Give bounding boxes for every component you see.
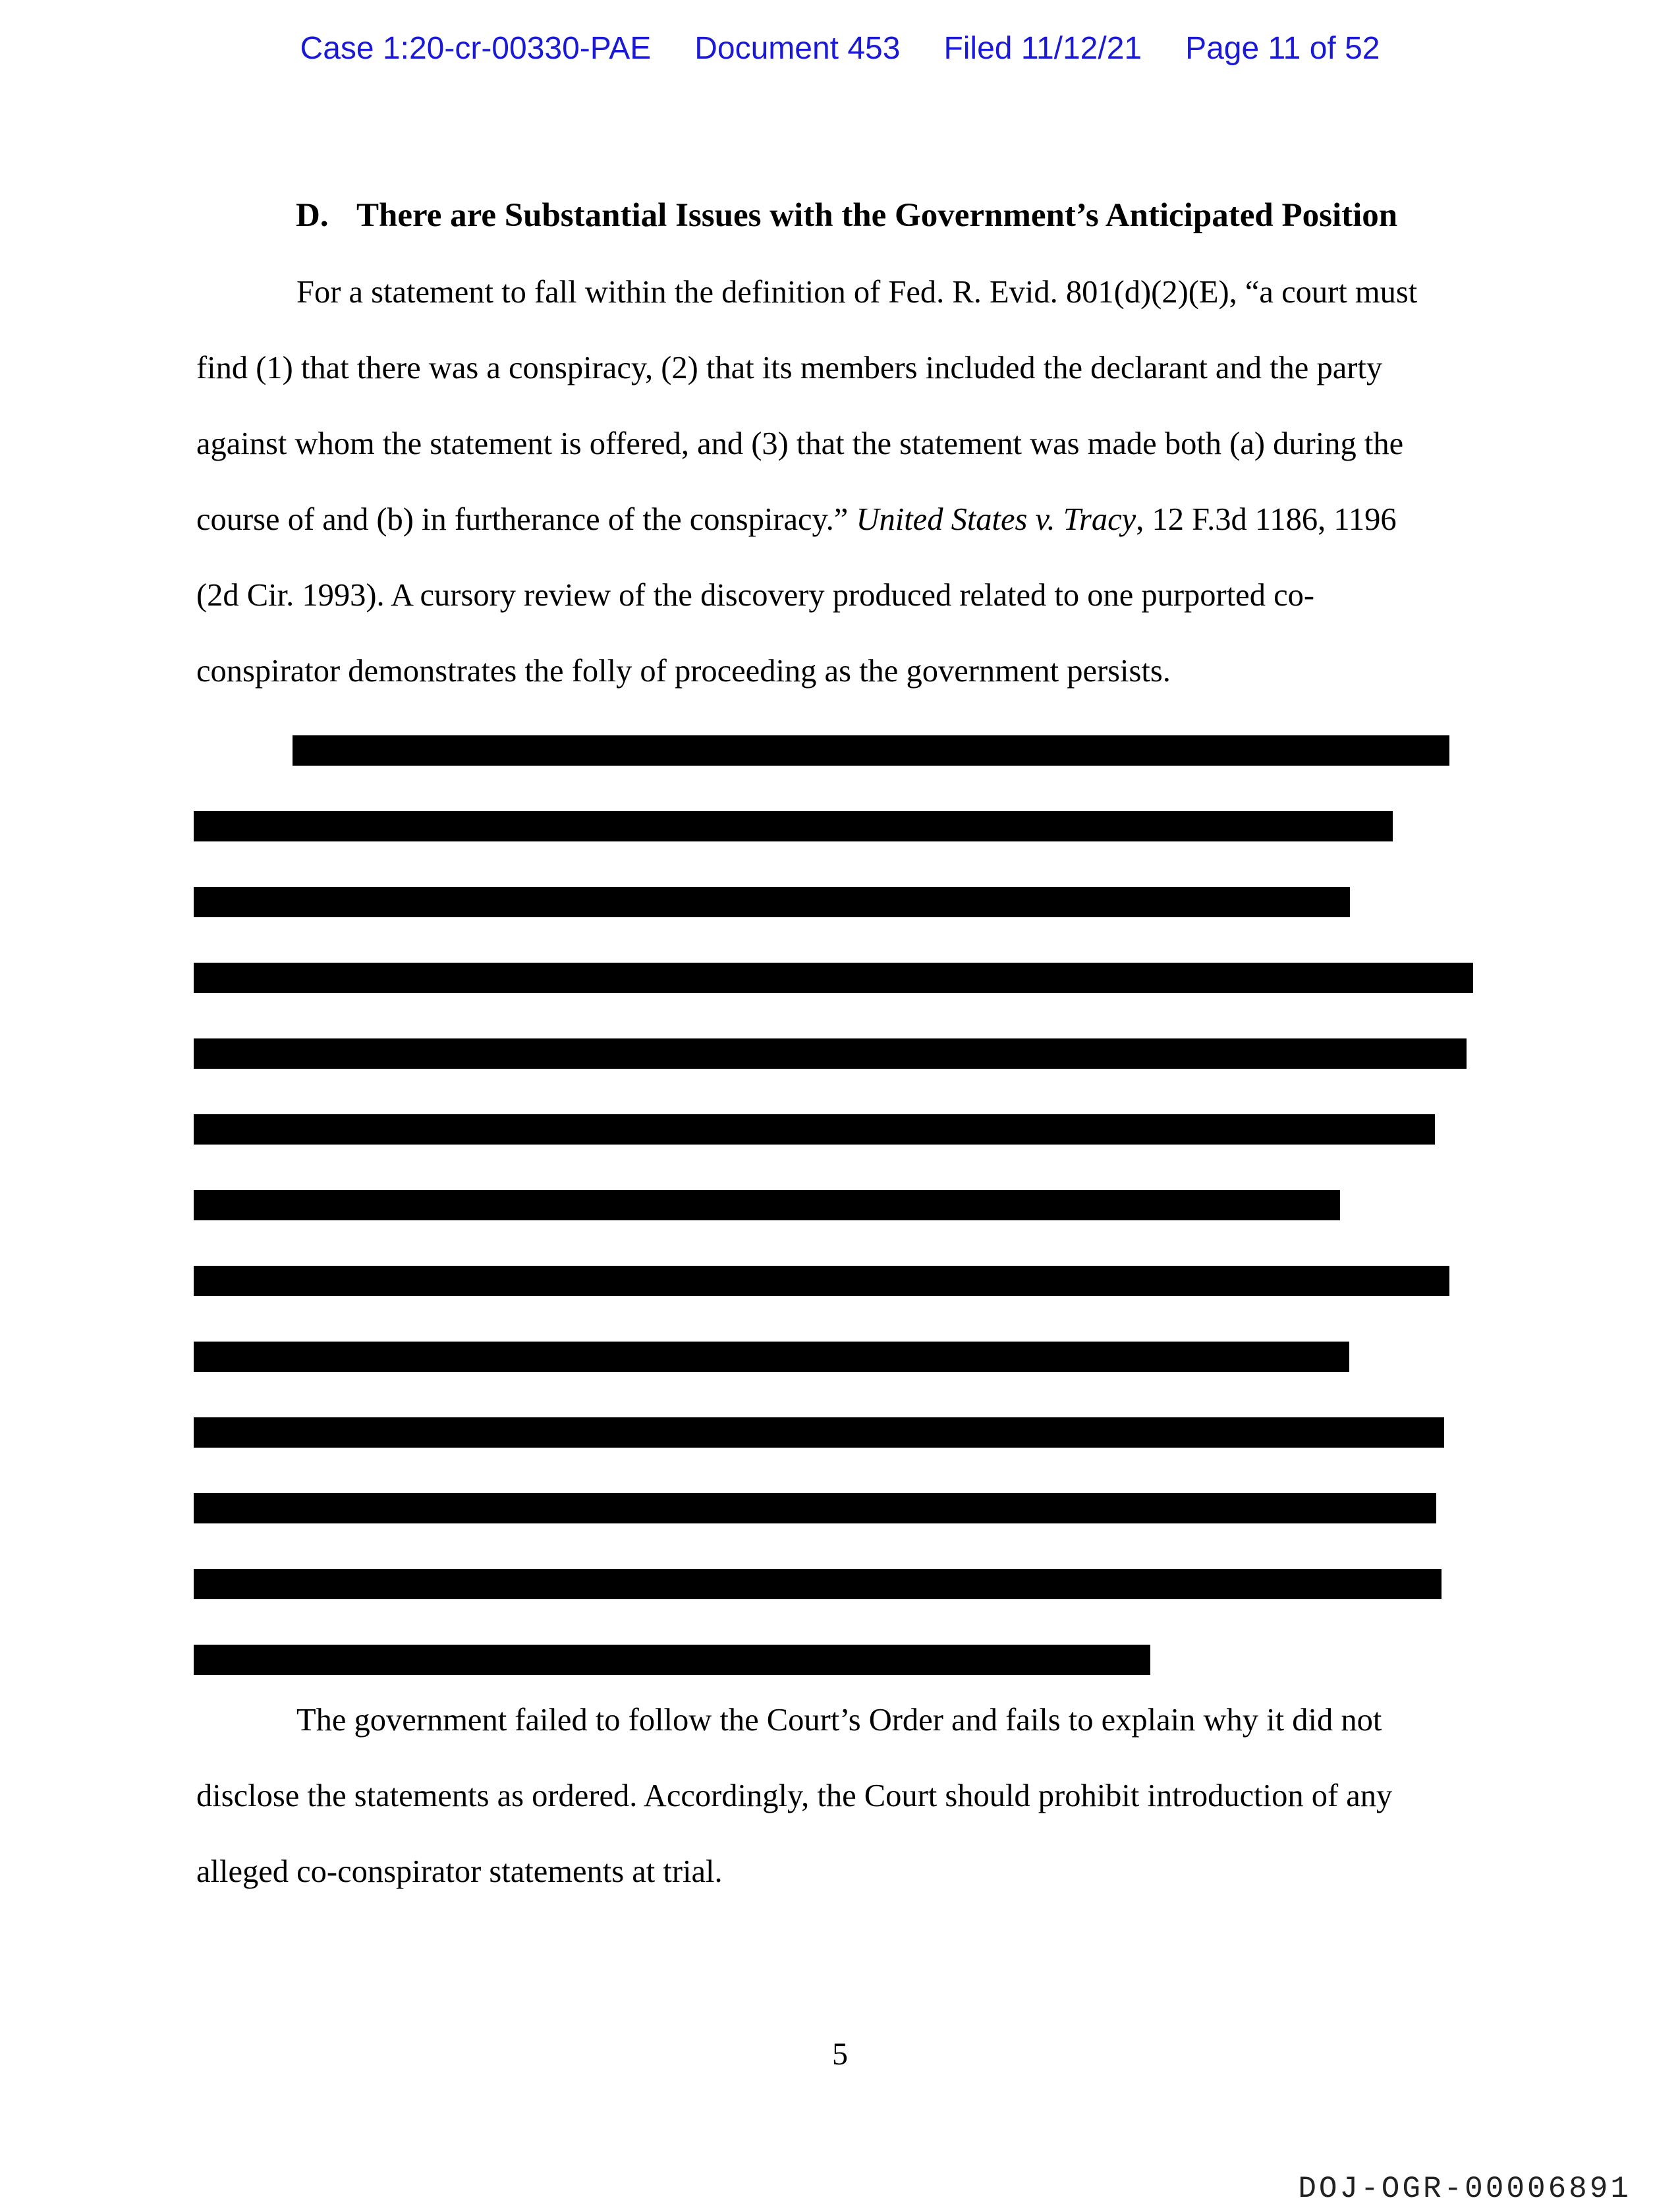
redaction-bar [194, 1190, 1340, 1220]
redaction-bar [194, 1417, 1444, 1448]
redaction-bar [293, 735, 1449, 766]
redaction-bar [194, 1114, 1435, 1145]
ecf-page-count: Page 11 of 52 [1185, 31, 1380, 66]
paragraph-line: alleged co-conspirator statements at trial. [196, 1854, 723, 1889]
redaction-bar [194, 811, 1393, 841]
paragraph-line-citation [196, 482, 1461, 557]
section-letter: D. [296, 197, 329, 234]
ecf-case-number: Case 1:20-cr-00330-PAE [300, 31, 652, 66]
paragraph-line: conspirator demonstrates the folly of proceeding as the government persists. [196, 654, 1171, 689]
page-number: 5 [832, 2037, 848, 2072]
redaction-bar [194, 1342, 1349, 1372]
redaction-bar [194, 1569, 1442, 1599]
redaction-bar [194, 1038, 1467, 1069]
paragraph-line: For a statement to fall within the definition of Fed. R. Evid. 801(d)(2)(E), “a court must [296, 275, 1418, 310]
citation-lead-text: course of and (b) in furtherance of the conspiracy.” [196, 502, 856, 537]
section-heading [296, 196, 1397, 235]
bates-number: DOJ-OGR-00006891 [1298, 2172, 1631, 2206]
paragraph-line: against whom the statement is offered, and (3) that the statement was made both (a) during the [196, 426, 1404, 461]
ecf-filed-date: Filed 11/12/21 [943, 31, 1142, 66]
redaction-bar [194, 1645, 1150, 1675]
paragraph-coconspirator-standard [196, 254, 1461, 709]
redaction-bar [194, 1493, 1436, 1523]
ecf-header [0, 30, 1680, 67]
redaction-bar [194, 887, 1350, 917]
redaction-bar [194, 963, 1473, 993]
redaction-bar [194, 1266, 1449, 1296]
paragraph-line: find (1) that there was a conspiracy, (2) that its members included the declarant and the party [196, 351, 1383, 385]
citation-reporter: , 12 F.3d 1186, 1196 [1136, 502, 1397, 537]
paragraph-line: (2d Cir. 1993). A cursory review of the discovery produced related to one purported co- [196, 578, 1315, 613]
paragraph-line: The government failed to follow the Court’s Order and fails to explain why it did not [296, 1703, 1382, 1738]
case-name: United States v. Tracy [856, 502, 1136, 537]
paragraph-conclusion [196, 1682, 1461, 1910]
paragraph-line: disclose the statements as ordered. Accordingly, the Court should prohibit introduction of any [196, 1778, 1393, 1813]
ecf-document-number: Document 453 [694, 31, 901, 66]
section-title: There are Substantial Issues with the Government’s Anticipated Position [356, 197, 1398, 234]
